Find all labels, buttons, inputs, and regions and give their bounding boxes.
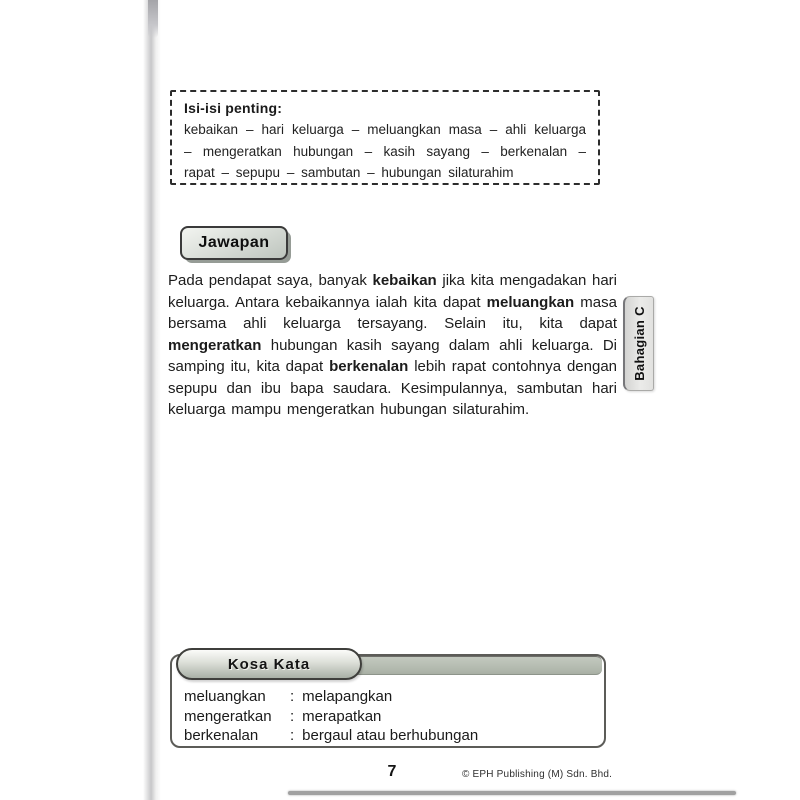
vocabulary-title-ribbon xyxy=(176,648,362,680)
answer-heading-badge xyxy=(180,226,288,260)
vocab-colon: : xyxy=(290,727,295,744)
vocab-colon: : xyxy=(290,707,295,725)
vocab-term: mengeratkan xyxy=(184,707,272,725)
keyword-bold: kebaikan xyxy=(372,272,437,289)
key-points-box xyxy=(170,90,600,185)
page-number: 7 xyxy=(387,763,397,780)
vocab-colon: : xyxy=(290,688,295,705)
paragraph-text: masa bersama ahli keluarga tersayang. Selain itu, kita dapat xyxy=(168,293,617,332)
page-spine-shadow xyxy=(143,0,161,800)
paragraph-text: Pada pendapat saya, banyak xyxy=(168,272,373,289)
vocabulary-list xyxy=(184,687,590,746)
paragraph-text: hubungan kasih sayang dalam ahli keluarga. Di samping itu, kita dapat xyxy=(168,336,617,375)
vocab-term: berkenalan xyxy=(184,727,259,744)
keyword-bold: berkenalan xyxy=(329,358,409,375)
key-points-list: kebaikan – hari keluarga – meluangkan masa – ahli keluarga – mengeratkan hubungan – kasih sayang – berkenalan – rapat – sepupu – sambutan – hubungan silaturahim xyxy=(184,122,586,180)
vocab-definition: merapatkan xyxy=(302,707,382,725)
section-tab-label: Bahagian C xyxy=(631,306,647,381)
answer-heading-label: Jawapan xyxy=(198,234,270,251)
vocab-term: meluangkan xyxy=(184,688,266,705)
vocabulary-entry xyxy=(184,687,590,707)
keyword-bold: meluangkan xyxy=(486,293,575,311)
paragraph-text: jika kita mengadakan hari keluarga. Antara kebaikannya ialah kita dapat xyxy=(168,272,617,311)
publisher-credit: © EPH Publishing (M) Sdn. Bhd. xyxy=(462,769,613,780)
page-spine-shadow-top xyxy=(148,0,158,38)
scan-bottom-edge xyxy=(288,791,736,795)
section-tab-bahagian-c xyxy=(623,296,654,391)
vocab-definition: bergaul atau berhubungan xyxy=(302,727,479,744)
key-points-title: Isi-isi penting: xyxy=(184,100,283,116)
vocabulary-entry xyxy=(184,726,590,746)
vocabulary-title-label: Kosa Kata xyxy=(227,655,311,673)
vocabulary-entry xyxy=(184,707,590,727)
keyword-bold: mengeratkan xyxy=(168,336,262,354)
paragraph-text: lebih rapat contohnya dengan sepupu dan ibu bapa saudara. Kesimpulannya, sambutan hari keluarga mampu mengeratkan hubungan silaturahim. xyxy=(168,358,617,418)
answer-paragraph xyxy=(168,270,617,421)
vocab-definition: melapangkan xyxy=(302,688,393,705)
